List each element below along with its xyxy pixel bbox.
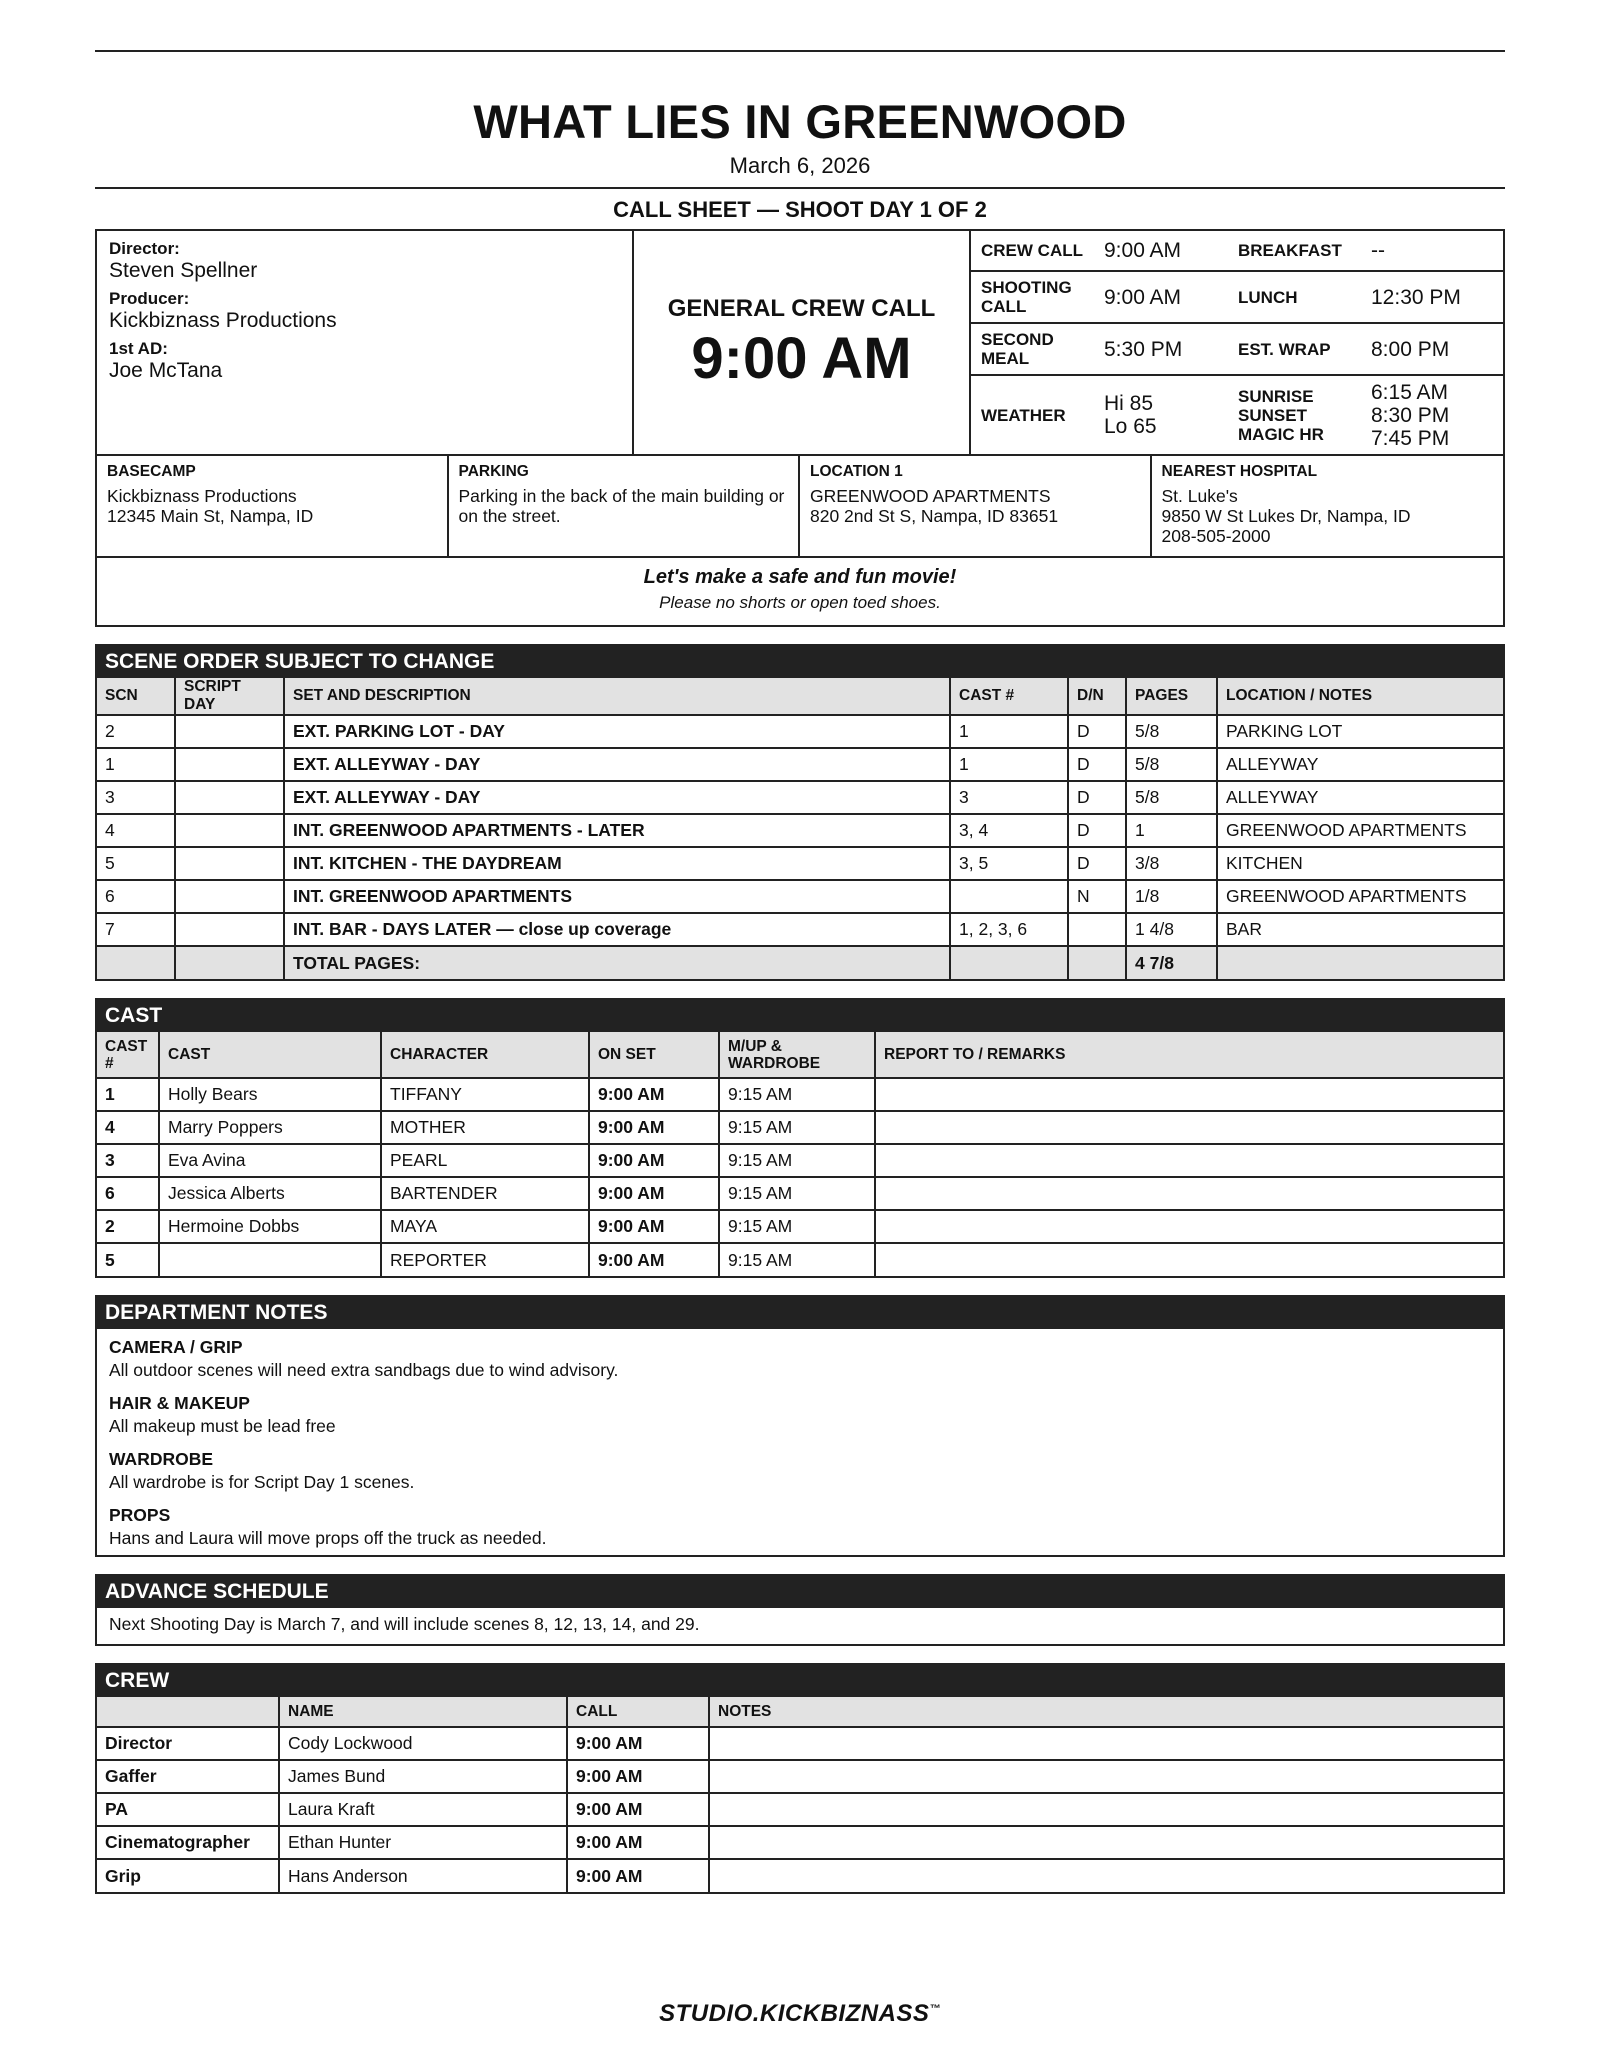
pages: 5/8 — [1126, 715, 1217, 748]
crew-name: Cody Lockwood — [279, 1727, 567, 1760]
sun-values — [1371, 381, 1503, 450]
remarks — [875, 1177, 1503, 1210]
note-item — [109, 1449, 1491, 1493]
sun-labels — [1238, 387, 1371, 444]
shooting-call-value: 9:00 AM — [1104, 285, 1182, 309]
second-meal-label: SECOND MEAL — [981, 330, 1054, 368]
sunrise-label: SUNRISE — [1238, 386, 1314, 406]
basecamp-name: Kickbiznass Productions — [107, 486, 297, 506]
cast-number: 2 — [97, 1210, 159, 1243]
on-set: 9:00 AM — [589, 1078, 719, 1111]
script-day — [175, 715, 284, 748]
character: PEARL — [381, 1144, 589, 1177]
table-row — [97, 781, 1503, 814]
safety-headline: Let's make a safe and fun movie! — [643, 566, 957, 588]
pages: 1 4/8 — [1126, 913, 1217, 946]
cast-name: Jessica Alberts — [159, 1177, 381, 1210]
table-row — [97, 1859, 1503, 1892]
table-row — [97, 847, 1503, 880]
script-day — [175, 814, 284, 847]
crew-call: 9:00 AM — [567, 1793, 709, 1826]
location-notes: GREENWOOD APARTMENTS — [1217, 814, 1503, 847]
weather-row — [971, 376, 1503, 454]
crew-col-header: NAME — [279, 1697, 567, 1727]
location-1-label: LOCATION 1 — [810, 463, 903, 480]
sunset-value: 8:30 PM — [1371, 403, 1450, 427]
table-row — [97, 1826, 1503, 1859]
scene-header-row — [97, 678, 1503, 715]
empty-cell — [950, 946, 1068, 979]
character: BARTENDER — [381, 1177, 589, 1210]
makeup-wardrobe: 9:15 AM — [719, 1144, 875, 1177]
cast-numbers: 1 — [950, 715, 1068, 748]
table-row — [97, 1144, 1503, 1177]
empty-cell — [97, 946, 175, 979]
crew-table — [97, 1697, 1503, 1892]
lunch-value: 12:30 PM — [1371, 285, 1461, 309]
cast-name: Marry Poppers — [159, 1111, 381, 1144]
crew-role: PA — [97, 1793, 279, 1826]
note-label: HAIR & MAKEUP — [109, 1393, 250, 1413]
total-pages-value: 4 7/8 — [1126, 946, 1217, 979]
cast-table — [97, 1032, 1503, 1276]
crew-call: 9:00 AM — [567, 1727, 709, 1760]
safety-subline: Please no shorts or open toed shoes. — [659, 593, 941, 612]
scene-number: 1 — [97, 748, 175, 781]
on-set: 9:00 AM — [589, 1144, 719, 1177]
crew-call-label: CREW CALL — [981, 241, 1083, 260]
table-row — [97, 1243, 1503, 1276]
makeup-wardrobe: 9:15 AM — [719, 1243, 875, 1276]
table-row — [97, 1793, 1503, 1826]
department-notes-title: DEPARTMENT NOTES — [97, 1297, 1503, 1329]
hospital-label: NEAREST HOSPITAL — [1161, 463, 1318, 480]
note-item — [109, 1505, 1491, 1549]
basecamp-address: 12345 Main St, Nampa, ID — [107, 506, 314, 526]
location-notes: BAR — [1217, 913, 1503, 946]
hospital-phone: 208-505-2000 — [1161, 526, 1271, 546]
scene-number: 7 — [97, 913, 175, 946]
call-times-grid — [971, 231, 1503, 454]
character: REPORTER — [381, 1243, 589, 1276]
second-meal-row — [971, 324, 1503, 376]
sunrise-value: 6:15 AM — [1371, 380, 1449, 404]
crew-role: Gaffer — [97, 1760, 279, 1793]
crew-name: James Bund — [279, 1760, 567, 1793]
crew-notes — [709, 1859, 1503, 1892]
safety-message — [95, 556, 1505, 627]
crew-section — [95, 1663, 1505, 1894]
scene-number: 3 — [97, 781, 175, 814]
location-1-name: GREENWOOD APARTMENTS — [810, 486, 1051, 506]
crew-col-header — [97, 1697, 279, 1727]
scene-col-header: SCRIPT DAY — [175, 678, 284, 715]
nearest-hospital — [1152, 456, 1504, 556]
advance-schedule-section — [95, 1574, 1505, 1646]
crew-call: 9:00 AM — [567, 1859, 709, 1892]
note-label: CAMERA / GRIP — [109, 1337, 243, 1357]
note-item — [109, 1393, 1491, 1437]
scene-order-title: SCENE ORDER SUBJECT TO CHANGE — [97, 646, 1503, 678]
pages: 3/8 — [1126, 847, 1217, 880]
table-row — [97, 1078, 1503, 1111]
set-description: INT. GREENWOOD APARTMENTS - LATER — [284, 814, 950, 847]
general-crew-call-label: GENERAL CREW CALL — [667, 295, 936, 322]
character: TIFFANY — [381, 1078, 589, 1111]
department-notes-list — [97, 1329, 1503, 1555]
script-day — [175, 781, 284, 814]
day-night: D — [1068, 814, 1126, 847]
remarks — [875, 1210, 1503, 1243]
on-set: 9:00 AM — [589, 1210, 719, 1243]
cast-col-header: CAST — [159, 1032, 381, 1078]
crew-header-row — [97, 1697, 1503, 1727]
cast-numbers — [950, 880, 1068, 913]
location-1 — [800, 456, 1152, 556]
pages: 5/8 — [1126, 748, 1217, 781]
crew-notes — [709, 1826, 1503, 1859]
empty-cell — [1217, 946, 1503, 979]
on-set: 9:00 AM — [589, 1111, 719, 1144]
parking-label: PARKING — [458, 463, 529, 480]
ad-label: 1st AD: — [109, 339, 168, 358]
crew-title: CREW — [97, 1665, 1503, 1697]
total-pages-label: TOTAL PAGES: — [284, 946, 950, 979]
table-row — [97, 814, 1503, 847]
makeup-wardrobe: 9:15 AM — [719, 1111, 875, 1144]
cast-numbers: 3, 5 — [950, 847, 1068, 880]
crew-notes — [709, 1760, 1503, 1793]
lunch-label: LUNCH — [1238, 287, 1298, 307]
character: MOTHER — [381, 1111, 589, 1144]
table-row — [97, 1111, 1503, 1144]
remarks — [875, 1243, 1503, 1276]
cast-number: 6 — [97, 1177, 159, 1210]
parking — [449, 456, 801, 556]
cast-number: 4 — [97, 1111, 159, 1144]
set-description: INT. GREENWOOD APARTMENTS — [284, 880, 950, 913]
day-night: N — [1068, 880, 1126, 913]
set-description: EXT. ALLEYWAY - DAY — [284, 781, 950, 814]
crew-call: 9:00 AM — [567, 1760, 709, 1793]
magic-hr-label: MAGIC HR — [1238, 424, 1324, 444]
scene-number: 2 — [97, 715, 175, 748]
crew-call: 9:00 AM — [567, 1826, 709, 1859]
scene-col-header: LOCATION / NOTES — [1217, 678, 1503, 715]
makeup-wardrobe: 9:15 AM — [719, 1177, 875, 1210]
scene-number: 6 — [97, 880, 175, 913]
locations-row — [95, 454, 1505, 556]
note-text: All outdoor scenes will need extra sandbags due to wind advisory. — [109, 1360, 619, 1380]
scene-table — [97, 678, 1503, 979]
pages: 1 — [1126, 814, 1217, 847]
cast-col-header: CHARACTER — [381, 1032, 589, 1078]
script-day — [175, 880, 284, 913]
advance-schedule-text: Next Shooting Day is March 7, and will include scenes 8, 12, 13, 14, and 29. — [109, 1614, 700, 1634]
breakfast-label: BREAKFAST — [1238, 241, 1342, 260]
basecamp-label: BASECAMP — [107, 463, 196, 480]
location-notes: PARKING LOT — [1217, 715, 1503, 748]
general-crew-call — [634, 231, 971, 454]
crew-role: Grip — [97, 1859, 279, 1892]
set-description: EXT. PARKING LOT - DAY — [284, 715, 950, 748]
pages: 5/8 — [1126, 781, 1217, 814]
magic-hr-value: 7:45 PM — [1371, 426, 1450, 450]
weather-label: WEATHER — [981, 405, 1066, 425]
ad-name: Joe McTana — [109, 359, 223, 382]
note-label: WARDROBE — [109, 1449, 214, 1469]
note-text: All wardrobe is for Script Day 1 scenes. — [109, 1472, 415, 1492]
shooting-call-row — [971, 272, 1503, 324]
note-item — [109, 1337, 1491, 1381]
remarks — [875, 1078, 1503, 1111]
script-day — [175, 847, 284, 880]
table-row — [97, 1727, 1503, 1760]
producer-name: Kickbiznass Productions — [109, 309, 337, 332]
cast-number: 5 — [97, 1243, 159, 1276]
cast-name — [159, 1243, 381, 1276]
character: MAYA — [381, 1210, 589, 1243]
scene-col-header: D/N — [1068, 678, 1126, 715]
crew-notes — [709, 1727, 1503, 1760]
table-row — [97, 748, 1503, 781]
trademark-symbol: ™ — [929, 2003, 941, 2015]
crew-name: Hans Anderson — [279, 1859, 567, 1892]
note-text: All makeup must be lead free — [109, 1416, 336, 1436]
parking-text: Parking in the back of the main building or on the street. — [458, 486, 785, 526]
table-row — [97, 880, 1503, 913]
scene-number: 5 — [97, 847, 175, 880]
location-1-address: 820 2nd St S, Nampa, ID 83651 — [810, 506, 1059, 526]
basecamp — [97, 456, 449, 556]
location-notes: ALLEYWAY — [1217, 781, 1503, 814]
scene-number: 4 — [97, 814, 175, 847]
cast-number: 1 — [97, 1078, 159, 1111]
crew-call-row — [971, 231, 1503, 272]
weather-lo: Lo 65 — [1104, 415, 1157, 438]
cast-section — [95, 998, 1505, 1278]
crew-role: Director — [97, 1727, 279, 1760]
production-title: WHAT LIES IN GREENWOOD — [473, 95, 1127, 148]
sunset-label: SUNSET — [1238, 405, 1307, 425]
cast-name: Hermoine Dobbs — [159, 1210, 381, 1243]
header-block — [95, 229, 1505, 454]
location-notes: GREENWOOD APARTMENTS — [1217, 880, 1503, 913]
cast-name: Holly Bears — [159, 1078, 381, 1111]
est-wrap-value: 8:00 PM — [1371, 337, 1450, 361]
studio-logo — [0, 2000, 1600, 2028]
total-pages-row — [97, 946, 1503, 979]
hospital-address: 9850 W St Lukes Dr, Nampa, ID — [1161, 506, 1411, 526]
day-night: D — [1068, 847, 1126, 880]
location-notes: ALLEYWAY — [1217, 748, 1503, 781]
cast-col-header: M/UP & WARDROBE — [719, 1032, 875, 1078]
scene-col-header: CAST # — [950, 678, 1068, 715]
note-label: PROPS — [109, 1505, 171, 1525]
crew-col-header: CALL — [567, 1697, 709, 1727]
breakfast-value: -- — [1371, 239, 1385, 262]
call-sheet-page — [95, 50, 1505, 1894]
cast-number: 3 — [97, 1144, 159, 1177]
general-crew-call-time: 9:00 AM — [691, 326, 912, 391]
logo-text: STUDIO.KICKBIZNASS — [659, 2000, 930, 2027]
cast-numbers: 3 — [950, 781, 1068, 814]
table-row — [97, 1210, 1503, 1243]
cast-numbers: 1 — [950, 748, 1068, 781]
director-name: Steven Spellner — [109, 259, 258, 282]
top-divider — [95, 50, 1505, 52]
cast-numbers: 3, 4 — [950, 814, 1068, 847]
pages: 1/8 — [1126, 880, 1217, 913]
advance-schedule-title: ADVANCE SCHEDULE — [97, 1576, 1503, 1608]
crew-notes — [709, 1793, 1503, 1826]
empty-cell — [175, 946, 284, 979]
scene-order-section — [95, 644, 1505, 981]
est-wrap-label: EST. WRAP — [1238, 339, 1331, 359]
weather-values — [1104, 392, 1238, 438]
scene-col-header: SET AND DESCRIPTION — [284, 678, 950, 715]
cast-col-header: REPORT TO / REMARKS — [875, 1032, 1503, 1078]
set-description: INT. KITCHEN - THE DAYDREAM — [284, 847, 950, 880]
table-row — [97, 715, 1503, 748]
cast-col-header: CAST # — [97, 1032, 159, 1078]
note-text: Hans and Laura will move props off the truck as needed. — [109, 1528, 547, 1548]
weather-hi: Hi 85 — [1104, 392, 1154, 415]
table-row — [97, 1177, 1503, 1210]
makeup-wardrobe: 9:15 AM — [719, 1078, 875, 1111]
table-row — [97, 913, 1503, 946]
director-label: Director: — [109, 239, 180, 258]
department-notes-section — [95, 1295, 1505, 1557]
cast-col-header: ON SET — [589, 1032, 719, 1078]
day-night: D — [1068, 781, 1126, 814]
crew-name: Ethan Hunter — [279, 1826, 567, 1859]
cast-title: CAST — [97, 1000, 1503, 1032]
shooting-call-label: SHOOTING CALL — [981, 278, 1072, 316]
on-set: 9:00 AM — [589, 1177, 719, 1210]
key-personnel — [97, 231, 634, 454]
location-notes: KITCHEN — [1217, 847, 1503, 880]
cast-numbers: 1, 2, 3, 6 — [950, 913, 1068, 946]
cast-name: Eva Avina — [159, 1144, 381, 1177]
call-sheet-heading: CALL SHEET — SHOOT DAY 1 OF 2 — [613, 197, 987, 222]
script-day — [175, 913, 284, 946]
script-day — [175, 748, 284, 781]
on-set: 9:00 AM — [589, 1243, 719, 1276]
hospital-name: St. Luke's — [1161, 486, 1238, 506]
day-night: D — [1068, 715, 1126, 748]
day-night — [1068, 913, 1126, 946]
crew-col-header: NOTES — [709, 1697, 1503, 1727]
set-description: INT. BAR - DAYS LATER — close up coverage — [284, 913, 950, 946]
crew-role: Cinematographer — [97, 1826, 279, 1859]
empty-cell — [1068, 946, 1126, 979]
day-night: D — [1068, 748, 1126, 781]
crew-name: Laura Kraft — [279, 1793, 567, 1826]
second-meal-value: 5:30 PM — [1104, 337, 1183, 361]
table-row — [97, 1760, 1503, 1793]
remarks — [875, 1144, 1503, 1177]
scene-col-header: PAGES — [1126, 678, 1217, 715]
set-description: EXT. ALLEYWAY - DAY — [284, 748, 950, 781]
producer-label: Producer: — [109, 289, 190, 308]
remarks — [875, 1111, 1503, 1144]
makeup-wardrobe: 9:15 AM — [719, 1210, 875, 1243]
crew-call-value: 9:00 AM — [1104, 239, 1182, 262]
shoot-date: March 6, 2026 — [729, 153, 871, 178]
scene-col-header: SCN — [97, 678, 175, 715]
cast-header-row — [97, 1032, 1503, 1078]
